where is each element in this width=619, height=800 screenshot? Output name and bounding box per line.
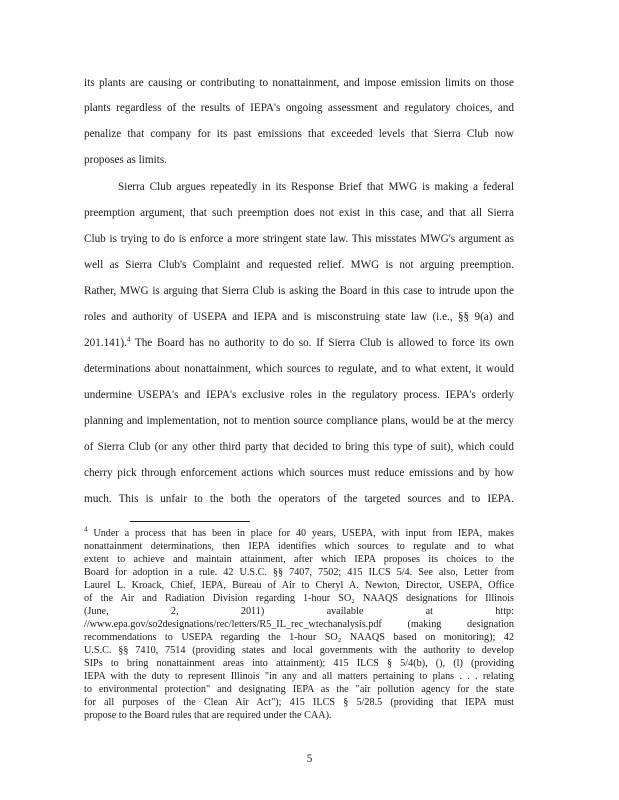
footnote-link-line[interactable]: //www.epa.gov/so2designations/rec/letters/R5_IL_rec_wtechanalysis.pdf (making designation (84, 619, 514, 630)
body-line: penalize that company for its past emissions that exceeded levels that Sierra Club now (84, 128, 514, 140)
body-line: plants regardless of the results of IEPA's ongoing assessment and regulatory choices, and (84, 102, 514, 114)
footnote-separator (130, 521, 250, 522)
footnote-line: propose to the Board rules that are required under the CAA). (84, 710, 332, 721)
footnote-line: for all purposes of the Clean Air Act"); 415 ILCS § 5/28.5 (providing that IEPA must (84, 697, 514, 708)
body-line: its plants are causing or contributing to nonattainment, and impose emission limits on those (84, 77, 514, 89)
footnote-line: U.S.C. §§ 7410, 7514 (providing states and local governments with the authority to develop (84, 645, 514, 656)
footnote-line: Laurel L. Kroack, Chief, IEPA, Bureau of Air to Cheryl A. Newton, Director, USEPA, Office (84, 580, 514, 591)
footnote-line: Board for adoption in a rule. 42 U.S.C. §§ 7407, 7502; 415 ILCS 5/4. See also, Letter from (84, 567, 514, 578)
footnote-reference[interactable]: 4 (126, 335, 131, 344)
body-line: Rather, MWG is arguing that Sierra Club is asking the Board in this case to intrude upon the (84, 285, 514, 297)
footnote-line: extent to achieve and maintain attainment, after which IEPA proposes its choices to the (84, 554, 514, 565)
body-line: proposes as limits. (84, 154, 167, 166)
body-line: Sierra Club argues repeatedly in its Response Brief that MWG is making a federal (118, 181, 514, 193)
body-line: much. This is unfair to the both the operators of the targeted sources and to IEPA. (84, 493, 514, 505)
footnote-line: of the Air and Radiation Division regarding 1-hour SO₂ NAAQS designations for Illinois (84, 593, 514, 604)
footnote-line: IEPA with the duty to represent Illinois "in any and all matters pertaining to plans . . . relating (84, 671, 514, 682)
body-line: preemption argument, that such preemption does not exist in this case, and that all Sierra (84, 207, 514, 219)
footnote-line (84, 525, 514, 540)
body-line: of Sierra Club (or any other third party that decided to bring this type of suit), which could (84, 441, 514, 453)
footnote-line: nonattainment determinations, then IEPA identifies which sources to regulate and to what (84, 541, 514, 552)
footnote-line: to environmental protection" and designating IEPA as the "air pollution agency for the state (84, 684, 514, 695)
body-line: Club is trying to do is enforce a more stringent state law. This misstates MWG's argument as (84, 233, 514, 245)
footnote-line: (June, 2, 2011) available at http: (84, 606, 514, 617)
body-line: determinations about nonattainment, which sources to regulate, and to what extent, it would (84, 363, 514, 375)
footnote-line: SIPs to bring nonattainment areas into attainment); 415 ILCS § 5/4(b), (), (l) (providing (84, 658, 514, 669)
body-text: 201.141). (84, 337, 127, 349)
footnote-marker: 4 (84, 525, 88, 534)
footnote-text: Under a process that has been in place for 40 years, USEPA, with input from IEPA, makes (87, 528, 514, 539)
body-text: The Board has no authority to do so. If Sierra Club is allowed to force its own (130, 337, 514, 349)
body-line-with-footnote-ref (84, 336, 514, 350)
footnote-line: recommendations to USEPA regarding the 1-hour SO₂ NAAQS based on monitoring); 42 (84, 632, 514, 643)
body-line: roles and authority of USEPA and IEPA and is misconstruing state law (i.e., §§ 9(a) and (84, 311, 514, 323)
page-number: 5 (306, 753, 313, 765)
body-line: planning and implementation, not to mention source compliance plans, would be at the mercy (84, 415, 514, 427)
body-line: well as Sierra Club's Complaint and requested relief. MWG is not arguing preemption. (84, 259, 514, 271)
body-line: cherry pick through enforcement actions which sources must reduce emissions and by how (84, 467, 514, 479)
body-line: undermine USEPA's and IEPA's exclusive roles in the regulatory process. IEPA's orderly (84, 389, 514, 401)
